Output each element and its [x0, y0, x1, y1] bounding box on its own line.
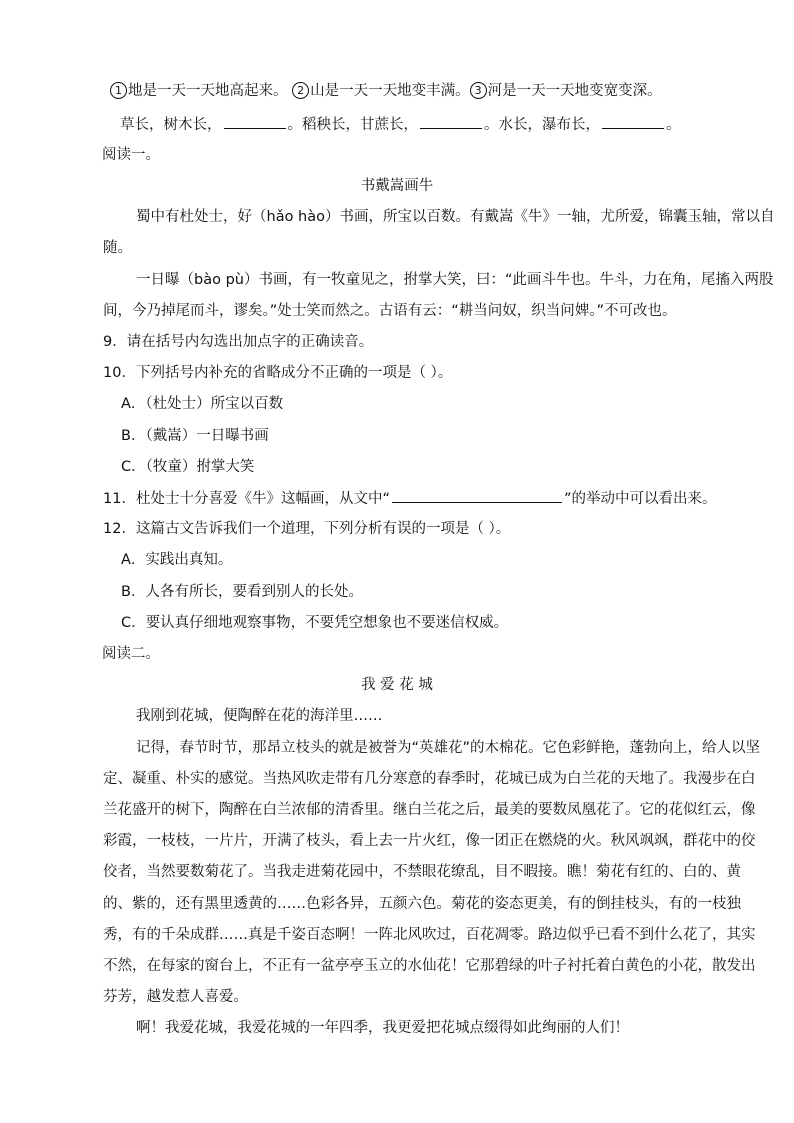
section-label: 阅读一。 — [102, 147, 160, 163]
question-text: 11．杜处士十分喜爱《牛》这幅画，从文中“ — [103, 491, 390, 507]
passage-line: 间，今乃掉尾而斗，谬矣。”处士笑而然之。古语有云：“耕当问奴，织当问婢。”不可改也。 — [103, 303, 677, 319]
passage-line: 的、紫的，还有黑里透黄的……色彩各异，五颜六色。菊花的姿态更美，有的倒挂枝头，有的一枝独 — [103, 896, 741, 912]
fill-text: 。 — [666, 117, 681, 133]
fill-blank-line — [120, 114, 681, 135]
option-a[interactable]: A．（杜处士）所宝以百数 — [121, 396, 284, 412]
answer-blank[interactable] — [420, 114, 482, 129]
passage-title: 我 爱 花 城 — [361, 677, 433, 693]
passage-line: 我刚到花城，便陶醉在花的海洋里…… — [136, 708, 383, 724]
option-c[interactable]: C．（牧童）拊掌大笑 — [121, 459, 255, 475]
option-c[interactable]: C．要认真仔细地观察事物，不要凭空想象也不要迷信权威。 — [121, 615, 509, 631]
passage-line: 芬芳，越发惹人喜爱。 — [103, 989, 248, 1005]
option-b[interactable]: B．人各有所长，要看到别人的长处。 — [121, 584, 363, 600]
sentence-text: 地是一天一天地高起来。 — [128, 83, 288, 99]
question-12: 12．这篇古文告诉我们一个道理，下列分析有误的一项是（ ）。 — [103, 521, 511, 537]
passage-line: 不然，在每家的窗台上，不正有一盆亭亭玉立的水仙花！它那碧绿的叶子衬托着白黄色的小花，散发出 — [103, 958, 756, 974]
fill-text: 。水长，瀑布长， — [484, 117, 600, 133]
fill-text: 草长，树木长， — [120, 117, 222, 133]
circled-number: 1 — [110, 82, 127, 99]
numbered-sentences — [110, 81, 662, 101]
option-b[interactable]: B．（戴嵩）一日曝书画 — [121, 428, 269, 444]
passage-line: 啊！我爱花城，我爱花城的一年四季，我更爱把花城点缀得如此绚丽的人们！ — [136, 1020, 629, 1036]
question-10: 10．下列括号内补充的省略成分不正确的一项是（ ）。 — [103, 365, 453, 381]
circled-number: 2 — [292, 82, 309, 99]
passage-title: 书戴嵩画牛 — [360, 178, 434, 194]
passage-line: 兰花盛开的树下，陶醉在白兰浓郁的清香里。继白兰花之后，最美的要数凤凰花了。它的花似红云，像 — [103, 802, 756, 818]
question-9: 9．请在括号内勾选出加点字的正确读音。 — [103, 334, 374, 350]
passage-line: 随。 — [103, 240, 132, 256]
sentence-text: 山是一天一天地变丰满。 — [310, 83, 470, 99]
question-text: ”的举动中可以看出来。 — [563, 491, 717, 507]
passage-line: 彩霞，一枝枝，一片片，开满了枝头，看上去一片火红，像一团正在燃烧的火。秋风飒飒，群花中的佼 — [103, 833, 756, 849]
answer-blank[interactable] — [602, 114, 664, 129]
section-label: 阅读二。 — [102, 646, 160, 662]
answer-blank[interactable] — [224, 114, 286, 129]
passage-line: 蜀中有杜处士，好（hǎo hào）书画，所宝以百数。有戴嵩《牛》一轴，尤所爱，锦囊玉轴，常以自 — [136, 209, 775, 225]
circled-number: 3 — [470, 82, 487, 99]
answer-blank[interactable] — [392, 488, 562, 503]
option-a[interactable]: A．实践出真知。 — [121, 552, 233, 568]
passage-line: 定、凝重、朴实的感觉。当热风吹走带有几分寒意的春季时，花城已成为白兰花的天地了。我漫步在白 — [103, 771, 756, 787]
passage-line: 一日曝（bào pù）书画，有一牧童见之，拊掌大笑，曰：“此画斗牛也。牛斗，力在角，尾搐入两股 — [136, 272, 774, 288]
fill-text: 。稻秧长，甘蔗长， — [287, 117, 418, 133]
passage-line: 佼者，当然要数菊花了。当我走进菊花园中，不禁眼花缭乱，目不暇接。瞧！菊花有红的、白的、黄 — [103, 864, 741, 880]
passage-line: 秀，有的千朵成群……真是千姿百态啊！一阵北风吹过，百花凋零。路边似乎已看不到什么花了，其实 — [103, 927, 756, 943]
question-11 — [103, 488, 716, 509]
sentence-text: 河是一天一天地变宽变深。 — [487, 83, 662, 99]
passage-line: 记得，春节时节，那昂立枝头的就是被誉为“英雄花”的木棉花。它色彩鲜艳，蓬勃向上，给人以坚 — [136, 740, 761, 756]
